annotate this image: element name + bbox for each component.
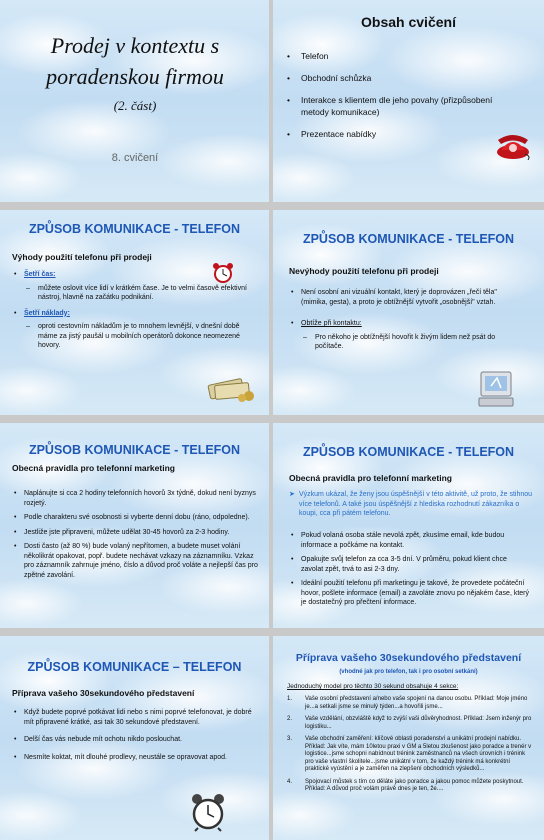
contents-heading: Obsah cvičení bbox=[361, 14, 456, 30]
computer-icon bbox=[473, 368, 517, 410]
list-item: • Obchodní schůzka bbox=[287, 72, 522, 84]
slide-general-rules bbox=[0, 423, 269, 628]
slide-title: Příprava vašeho 30sekundového představení bbox=[295, 652, 522, 664]
list-item: • Prezentace nabídky bbox=[287, 128, 522, 140]
slide-subtitle: Obecná pravidla pro telefonní marketing bbox=[12, 463, 175, 473]
intro-list bbox=[12, 708, 252, 767]
red-telephone-icon bbox=[495, 130, 531, 160]
list-item: • Pokud volaná osoba stále nevolá zpět, zkusíme email, kde budou informace a počkáme na kontakt. bbox=[289, 531, 529, 550]
slide-subtitle: Příprava vašeho 30sekundového představení bbox=[12, 688, 195, 698]
list-item: • Nesmíte koktat, mít dlouhé prodlevy, neustále se opravovat apod. bbox=[12, 753, 252, 763]
title-line-1: Prodej v kontextu s bbox=[50, 33, 220, 58]
list-item bbox=[287, 779, 535, 794]
alarm-clock-icon bbox=[188, 792, 228, 832]
slide-title: ZPŮSOB KOMUNIKACE – TELEFON bbox=[27, 660, 242, 674]
slide-phone-disadvantages bbox=[273, 210, 544, 415]
slide-title: ZPŮSOB KOMUNIKACE - TELEFON bbox=[302, 232, 515, 246]
rules-list bbox=[289, 531, 529, 613]
list-text: Vaše obchodní zaměření: klíčové oblasti poradenství a unikátní prodejní nabídku. Příklad: Jak víte, mám 10letou praxi v GM a 5letou zkušenost jako poradce a trenér v logistice...jsme schopni nabídnout trénink zaměstnanců na všech úrovních i trénink pro vaše vlastní školitele...jsme unikátní v tom, že každý trénink má konkrétní praktické vyústění a je zaměřen na zlepšení obchodních výsledků... bbox=[305, 736, 532, 772]
exercise-label: 8. cvičení bbox=[111, 152, 159, 164]
list-item: • Ideální použití telefonu při marketingu je takové, že provedete počáteční hovor, pošlete informace (email) a zavoláte znovu po nějakém čase, který je dostatečný pro přečtení informace. bbox=[289, 579, 529, 608]
list-text: Vaše vzdělání, obzvláště když to zvýší vaši důvěryhodnost. Příklad: Jsem inženýr pro logistiku... bbox=[305, 716, 532, 730]
part-label: (2. část) bbox=[113, 98, 157, 113]
slide-subtitle: Obecná pravidla pro telefonní marketing bbox=[289, 473, 452, 483]
list-item: • Když budete poprvé potkávat lidi nebo s nimi poprvé telefonovat, je dobré mít připravené krátké, asi tak 30 sekundové představení. bbox=[12, 708, 252, 727]
rules-list bbox=[12, 489, 258, 585]
contents-list bbox=[287, 50, 522, 150]
list-item: • Opakujte svůj telefon za cca 3-5 dní. V průměru, pokud klient chce zavolat zpět, trvá to asi 2-3 dny. bbox=[289, 555, 529, 574]
list-item: • Jestliže jste připraveni, můžete udělat 30-45 hovorů za 2-3 hodiny. bbox=[12, 528, 258, 538]
point-label: Obtíže při kontaktu: bbox=[301, 320, 362, 327]
money-stack-icon bbox=[205, 372, 257, 402]
slide-title: ZPŮSOB KOMUNIKACE - TELEFON bbox=[28, 443, 241, 457]
slide-title: ZPŮSOB KOMUNIKACE - TELEFON bbox=[302, 445, 515, 459]
slide-subtitle: (vhodné jak pro telefon, tak i pro osobní setkání) bbox=[339, 669, 478, 675]
highlight-text: Výzkum ukázal, že ženy jsou úspěšnější v této aktivitě, už proto, že stihnou více telefonů. A také jsou úspěšnější z hlediska rozhodnutí zákazníka o koupi, cca při pátém telefonu. bbox=[299, 491, 533, 517]
slide-title: ZPŮSOB KOMUNIKACE - TELEFON bbox=[28, 222, 241, 236]
list-item: • Telefon bbox=[287, 50, 522, 62]
disadvantages-list bbox=[289, 288, 525, 358]
list-item: • Není osobní ani vizuální kontakt, který je doprovázen „řečí těla" (mimika, gesta), a proto je obtížnější vytvořit „osobnější" vztah. bbox=[289, 288, 525, 307]
arrow-bullet-icon: ➤ bbox=[289, 491, 295, 498]
list-item bbox=[12, 309, 252, 351]
point-text: – Pro někoho je obtížnější hovořit k živým lidem než psát do počítače. bbox=[301, 333, 525, 352]
point-label: Šetří náklady: bbox=[24, 309, 70, 317]
list-item bbox=[289, 319, 525, 352]
alarm-clock-icon bbox=[210, 262, 236, 284]
title-line-2: poradenskou firmou bbox=[46, 64, 224, 89]
list-text: Spojovací můstek s tím co děláte jako poradce a jakou pomoc můžete poskytnout. Příklad: A důvod proč volám právě dnes je ten, že.... bbox=[305, 778, 524, 792]
slide-contents bbox=[273, 0, 544, 202]
list-text: Vaše osobní představení a/nebo vaše spojení na danou osobu. Příklad: Moje jméno je...a setkali jsme se minulý týden...a hovořili jsme... bbox=[305, 696, 528, 710]
slide-title bbox=[0, 0, 269, 202]
slide-subtitle: Výhody použití telefonu při prodeji bbox=[12, 252, 152, 262]
slide-30s-intro bbox=[0, 636, 269, 840]
slide-phone-advantages bbox=[0, 210, 269, 415]
slide-30s-model bbox=[273, 636, 544, 840]
list-item bbox=[287, 736, 535, 774]
slide-subtitle: Nevýhody použití telefonu při prodeji bbox=[289, 266, 439, 276]
list-item bbox=[287, 716, 535, 731]
slide-general-rules-2 bbox=[273, 423, 544, 628]
point-text: – můžete oslovit více lidí v krátkém čase. Je to velmi časově efektivní nástroj, hlavně na začátku podnikání. bbox=[24, 284, 252, 303]
presentation-title bbox=[20, 30, 250, 92]
list-number: 2. bbox=[287, 716, 293, 722]
list-item: • Podle charakteru své osobnosti si vyberte denní dobu (ráno, odpoledne). bbox=[12, 513, 258, 523]
list-number: 3. bbox=[287, 736, 293, 742]
list-item: • Delší čas vás nebude mít ochotu nikdo poslouchat. bbox=[12, 735, 252, 745]
model-intro: Jednoduchý model pro těchto 30 sekund obsahuje 4 sekce: bbox=[287, 683, 459, 690]
research-highlight bbox=[289, 490, 537, 519]
list-number: 1. bbox=[287, 696, 293, 702]
list-item: • Interakce s klientem dle jeho povahy (přizpůsobení metody komunikace) bbox=[287, 94, 522, 118]
list-item: • Naplánujte si cca 2 hodiny telefonních hovorů 3x týdně, dokud není byznys rozjetý. bbox=[12, 489, 258, 508]
list-item: • Dosti často (až 80 %) bude volaný nepřítomen, a budete muset volání několikrát opakovat, popř. budete nechávat vzkazy na záznamníku. Vzkaz pro záznamník zahrnuje jméno, číslo a důvod proč voláte a nejlepší čas pro zpětné zavolání. bbox=[12, 542, 258, 580]
point-label: Šetří čas: bbox=[24, 271, 56, 278]
model-list bbox=[287, 696, 535, 799]
list-number: 4. bbox=[287, 778, 293, 785]
list-item bbox=[287, 696, 535, 711]
point-text: – oproti cestovním nákladům je to mnohem levnější, v dnešní době máme za jistý paušál u mobilních operátorů dokonce neomezené hovory. bbox=[24, 322, 252, 351]
